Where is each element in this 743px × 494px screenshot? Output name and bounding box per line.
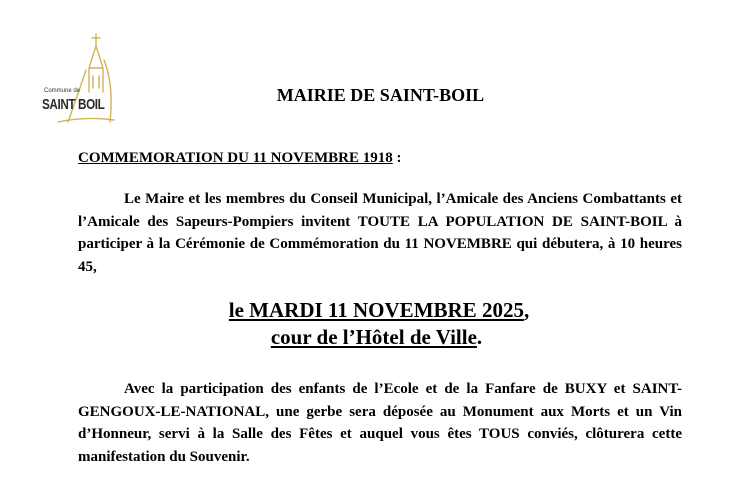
ceremony-place-period: . bbox=[476, 325, 483, 349]
commune-logo bbox=[38, 30, 118, 130]
ceremony-date-text: le MARDI 11 NOVEMBRE 2025 bbox=[228, 298, 524, 322]
section-heading-colon: : bbox=[392, 150, 402, 166]
page-title: MAIRIE DE SAINT-BOIL bbox=[276, 85, 485, 105]
logo-wordmark: SAINT BOIL bbox=[42, 96, 105, 113]
logo-caption: Commune de bbox=[44, 88, 81, 94]
section-heading-text: COMMEMORATION DU 11 NOVEMBRE 1918 bbox=[78, 150, 393, 166]
ceremony-place bbox=[0, 325, 743, 350]
section-heading bbox=[78, 150, 401, 167]
ceremony-place-text: cour de l’Hôtel de Ville bbox=[270, 325, 477, 349]
church-steeple-icon bbox=[38, 30, 118, 130]
ceremony-date-comma: , bbox=[523, 298, 530, 322]
invitation-paragraph: Le Maire et les membres du Conseil Municipal, l’Amicale des Anciens Combattants et l’Amicale des Sapeurs-Pompiers invitent TOUTE LA POPULATION DE SAINT-BOIL à participer à la Cérémonie de Commémoration du 11 NOVEMBRE qui débutera, à 10 heures 45, bbox=[78, 191, 682, 275]
ceremony-date bbox=[0, 298, 743, 323]
participation-paragraph: Avec la participation des enfants de l’Ecole et de la Fanfare de BUXY et SAINT-GENGOUX-LE-NATIONAL, une gerbe sera déposée au Monument aux Morts et un Vin d’Honneur, servi à la Salle des Fêtes et auquel vous êtes TOUS conviés, clôturera cette manifestation du Souvenir. bbox=[78, 381, 682, 465]
